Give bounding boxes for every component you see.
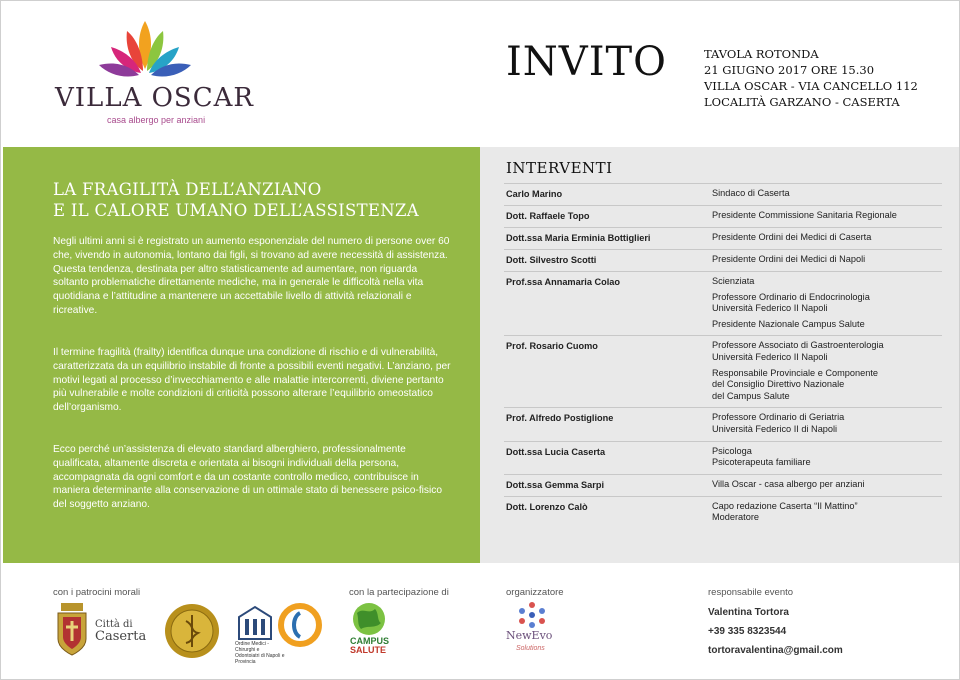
speaker-roles (712, 446, 942, 469)
speaker-role: Professore Ordinario di Geriatria Università Federico II di Napoli (712, 412, 845, 434)
villa-oscar-logo (49, 19, 254, 129)
organizer-label: organizzatore (506, 587, 564, 598)
speaker-roles (712, 501, 942, 524)
intro-heading: LA FRAGILITÀ DELL’ANZIANO E IL CALORE UMANO DELL’ASSISTENZA (53, 180, 419, 220)
speaker-role: Presidente Ordini dei Medici di Caserta (712, 232, 872, 242)
speaker-row (504, 183, 942, 205)
speaker-role: Presidente Ordini dei Medici di Napoli (712, 254, 866, 264)
speaker-name: Dott. Silvestro Scotti (506, 255, 597, 265)
speakers-heading: INTERVENTI (506, 159, 613, 177)
speaker-name: Dott. Raffaele Topo (506, 211, 590, 221)
speaker-roles (712, 276, 942, 330)
speaker-role: Sindaco di Caserta (712, 188, 790, 198)
newevo-name: NewEvo (506, 629, 553, 642)
gold-medallion-icon (164, 603, 220, 659)
speaker-role: Professore Ordinario di Endocrinologia Università Federico II Napoli (712, 291, 870, 314)
speakers-list (504, 183, 942, 529)
speaker-row (504, 335, 942, 407)
responsible-name: Valentina Tortora (708, 607, 789, 618)
event-locality: LOCALITÀ GARZANO - CASERTA (704, 95, 900, 109)
caserta-crest-icon (55, 603, 89, 657)
speaker-row (504, 227, 942, 249)
speaker-row (504, 441, 942, 474)
campus-salute-globe-icon (349, 601, 389, 637)
speaker-role: Villa Oscar - casa albergo per anziani (712, 478, 865, 489)
speaker-roles (712, 188, 942, 200)
speaker-roles (712, 479, 942, 491)
speaker-name: Prof. Rosario Cuomo (506, 341, 598, 352)
speaker-row (504, 496, 942, 529)
speaker-role: Capo redazione Caserta “Il Mattino” Moderatore (712, 500, 858, 523)
speaker-role: Scienziata (712, 276, 755, 286)
intro-paragraph-2: Il termine fragilità (frailty) identifica dunque una condizione di rischio e di vulnerabilità, caratterizzata da un equilibrio instabile di fronte a possibili eventi negativi. L’anziano, per motivi legati al processo d’invecchiamento e alle malattie intercorrenti, diviene pertanto più vulnerabile e molte condizioni di criticità possono alterare l’equilibrio omeostatico dell’organismo. (53, 347, 451, 414)
orange-circle-logo-icon (278, 603, 322, 647)
speaker-row (504, 205, 942, 227)
caserta-logo-text: Città di Caserta (95, 619, 147, 644)
speaker-role: Psicologa Psicoterapeuta familiare (712, 445, 811, 468)
speaker-name: Dott.ssa Lucia Caserta (506, 446, 606, 457)
invito-title: INVITO (506, 39, 667, 85)
speaker-role: Professore Associato di Gastroenterologia Università Federico II Napoli (712, 340, 884, 362)
intro-paragraph-3: Ecco perché un’assistenza di elevato standard alberghiero, professionalmente qualificata, altamente discreta e orientata ai bisogni individuali della persona, accompagnata da ogni comfort e da un costante controllo medico, contribuisce in maniera determinante alla conservazione di un ottimale stato di benessere psico-fisico del soggetto anziano. (53, 444, 443, 511)
speaker-role: Responsabile Provinciale e Componente del Consiglio Direttivo Nazionale del Campus Salute (712, 367, 878, 401)
speakers-panel (480, 147, 959, 563)
speaker-row (504, 407, 942, 440)
speaker-roles (712, 254, 942, 266)
ordine-medici-text: Ordine Medici - Chirurghi e Odontoiatri di Napoli e Provincia (235, 641, 285, 665)
campus-salute-text: CAMPUS SALUTE (350, 636, 390, 655)
intro-panel (3, 147, 480, 563)
speaker-role: Presidente Commissione Sanitaria Regionale (712, 210, 897, 220)
lotus-icon (97, 19, 193, 83)
intro-paragraph-1: Negli ultimi anni si è registrato un aumento esponenziale del numero di persone over 60 che, vivendo in autonomia, lontano dai figli, si trovano ad avere necessità di assistenza. Questa tendenza, destinata per altro statisticamente ad aumentare, non riguarda soltanto problematiche direttamente mediche, ma in generale le difficoltà nella vita quotidiana e l’attitudine a mantenere un accettabile livello di attività relazionali e ricreative. (53, 236, 450, 316)
speaker-roles (712, 210, 942, 222)
speaker-row (504, 474, 942, 496)
speaker-name: Prof.ssa Annamaria Colao (506, 277, 621, 287)
speaker-name: Prof. Alfredo Postiglione (506, 413, 614, 424)
newevo-network-icon (517, 601, 547, 629)
responsible-email[interactable]: tortoravalentina@gmail.com (708, 645, 843, 656)
responsible-label: responsabile evento (708, 587, 794, 598)
ordine-medici-icon (235, 603, 275, 641)
speaker-name: Dott. Lorenzo Calò (506, 501, 588, 512)
event-type: TAVOLA ROTONDA (704, 47, 819, 61)
participation-label: con la partecipazione di (349, 587, 449, 598)
speaker-name: Carlo Marino (506, 189, 563, 199)
footer (1, 563, 960, 680)
brand-name: VILLA OSCAR (55, 83, 254, 113)
patronage-label: con i patrocini morali (53, 587, 141, 598)
newevo-subtitle: Solutions (516, 645, 545, 652)
event-date: 21 GIUGNO 2017 ORE 15.30 (704, 63, 875, 77)
speaker-name: Dott.ssa Maria Erminia Bottiglieri (506, 233, 651, 243)
event-venue: VILLA OSCAR - VIA CANCELLO 112 (704, 79, 918, 93)
speaker-roles (712, 412, 942, 435)
speaker-roles (712, 340, 942, 402)
speaker-row (504, 271, 942, 335)
speaker-role: Presidente Nazionale Campus Salute (712, 318, 865, 329)
speaker-roles (712, 232, 942, 244)
brand-tagline: casa albergo per anziani (107, 115, 206, 125)
speaker-row (504, 249, 942, 271)
speaker-name: Dott.ssa Gemma Sarpi (506, 479, 605, 490)
responsible-phone: +39 335 8323544 (708, 626, 787, 637)
event-info (704, 46, 918, 110)
